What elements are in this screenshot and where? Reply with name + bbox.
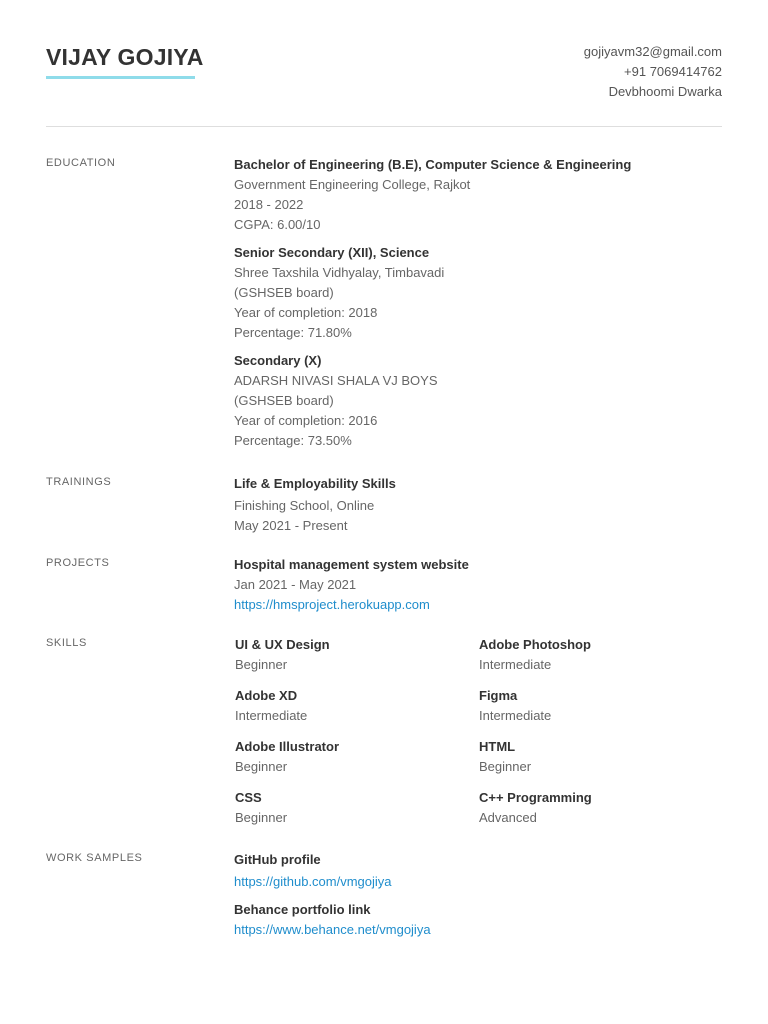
education-line: Percentage: 71.80% [234, 325, 352, 340]
contact-phone[interactable]: +91 7069414762 [624, 64, 722, 79]
work-sample-entry [234, 900, 722, 940]
work-sample-title: Behance portfolio link [234, 902, 371, 917]
project-dates: Jan 2021 - May 2021 [234, 577, 357, 592]
projects-body [234, 555, 722, 623]
skill-level: Intermediate [479, 657, 552, 672]
skill-item [235, 686, 479, 726]
contact-email[interactable]: gojiyavm32@gmail.com [583, 44, 722, 59]
contact-block [584, 42, 722, 102]
skill-item [235, 737, 479, 777]
skill-name: Adobe Illustrator [235, 739, 340, 754]
skill-level: Advanced [479, 810, 537, 825]
training-title: Life & Employability Skills [234, 476, 396, 491]
trainings-body [234, 474, 722, 544]
skill-name: Figma [479, 688, 518, 703]
contact-location: Devbhoomi Dwarka [608, 84, 722, 99]
education-entry [234, 351, 722, 451]
trainings-label: TRAININGS [46, 476, 112, 488]
education-title: Secondary (X) [234, 353, 322, 368]
name-underline [46, 76, 195, 79]
education-entry [234, 243, 722, 343]
projects-label: PROJECTS [46, 557, 110, 569]
training-line: Finishing School, Online [234, 498, 375, 513]
education-entry [234, 155, 722, 235]
project-link[interactable]: https://hmsproject.herokuapp.com [234, 597, 430, 612]
skill-level: Beginner [235, 810, 288, 825]
education-line: Year of completion: 2016 [234, 413, 378, 428]
education-title: Senior Secondary (XII), Science [234, 245, 430, 260]
education-line: (GSHSEB board) [234, 393, 334, 408]
candidate-name: VIJAY GOJIYA [46, 44, 204, 70]
skill-item [235, 635, 479, 675]
skill-name: UI & UX Design [235, 637, 330, 652]
education-line: Year of completion: 2018 [234, 305, 378, 320]
skills-body [234, 635, 722, 828]
work-sample-title: GitHub profile [234, 852, 321, 867]
education-body [234, 155, 722, 459]
training-entry [234, 474, 722, 536]
skill-name: C++ Programming [479, 790, 592, 805]
training-line: May 2021 - Present [234, 518, 348, 533]
skill-name: HTML [479, 739, 516, 754]
skill-level: Intermediate [235, 708, 308, 723]
education-line: Shree Taxshila Vidhyalay, Timbavadi [234, 265, 445, 280]
skill-level: Intermediate [479, 708, 552, 723]
education-title: Bachelor of Engineering (B.E), Computer Science & Engineering [234, 157, 632, 172]
education-line: Government Engineering College, Rajkot [234, 177, 471, 192]
work-samples-label: WORK SAMPLES [46, 852, 143, 864]
skill-level: Beginner [235, 657, 288, 672]
skill-item [479, 788, 723, 828]
work-sample-entry [234, 850, 722, 892]
skills-label: SKILLS [46, 637, 87, 649]
skill-item [479, 737, 723, 777]
project-entry [234, 555, 722, 615]
skill-item [479, 635, 723, 675]
skill-item [235, 788, 479, 828]
education-label: EDUCATION [46, 157, 116, 169]
education-line: (GSHSEB board) [234, 285, 334, 300]
project-title: Hospital management system website [234, 557, 469, 572]
skill-name: Adobe XD [235, 688, 298, 703]
header-divider [46, 126, 722, 127]
skill-level: Beginner [479, 759, 532, 774]
skills-grid [235, 635, 722, 828]
skill-level: Beginner [235, 759, 288, 774]
education-line: CGPA: 6.00/10 [234, 217, 321, 232]
education-line: ADARSH NIVASI SHALA VJ BOYS [234, 373, 438, 388]
work-samples-body [234, 850, 722, 948]
education-line: Percentage: 73.50% [234, 433, 352, 448]
skill-name: Adobe Photoshop [479, 637, 591, 652]
github-link[interactable]: https://github.com/vmgojiya [234, 874, 392, 889]
behance-link[interactable]: https://www.behance.net/vmgojiya [234, 922, 431, 937]
resume-header [46, 40, 722, 110]
skill-name: CSS [235, 790, 262, 805]
skill-item [479, 686, 723, 726]
education-line: 2018 - 2022 [234, 197, 304, 212]
